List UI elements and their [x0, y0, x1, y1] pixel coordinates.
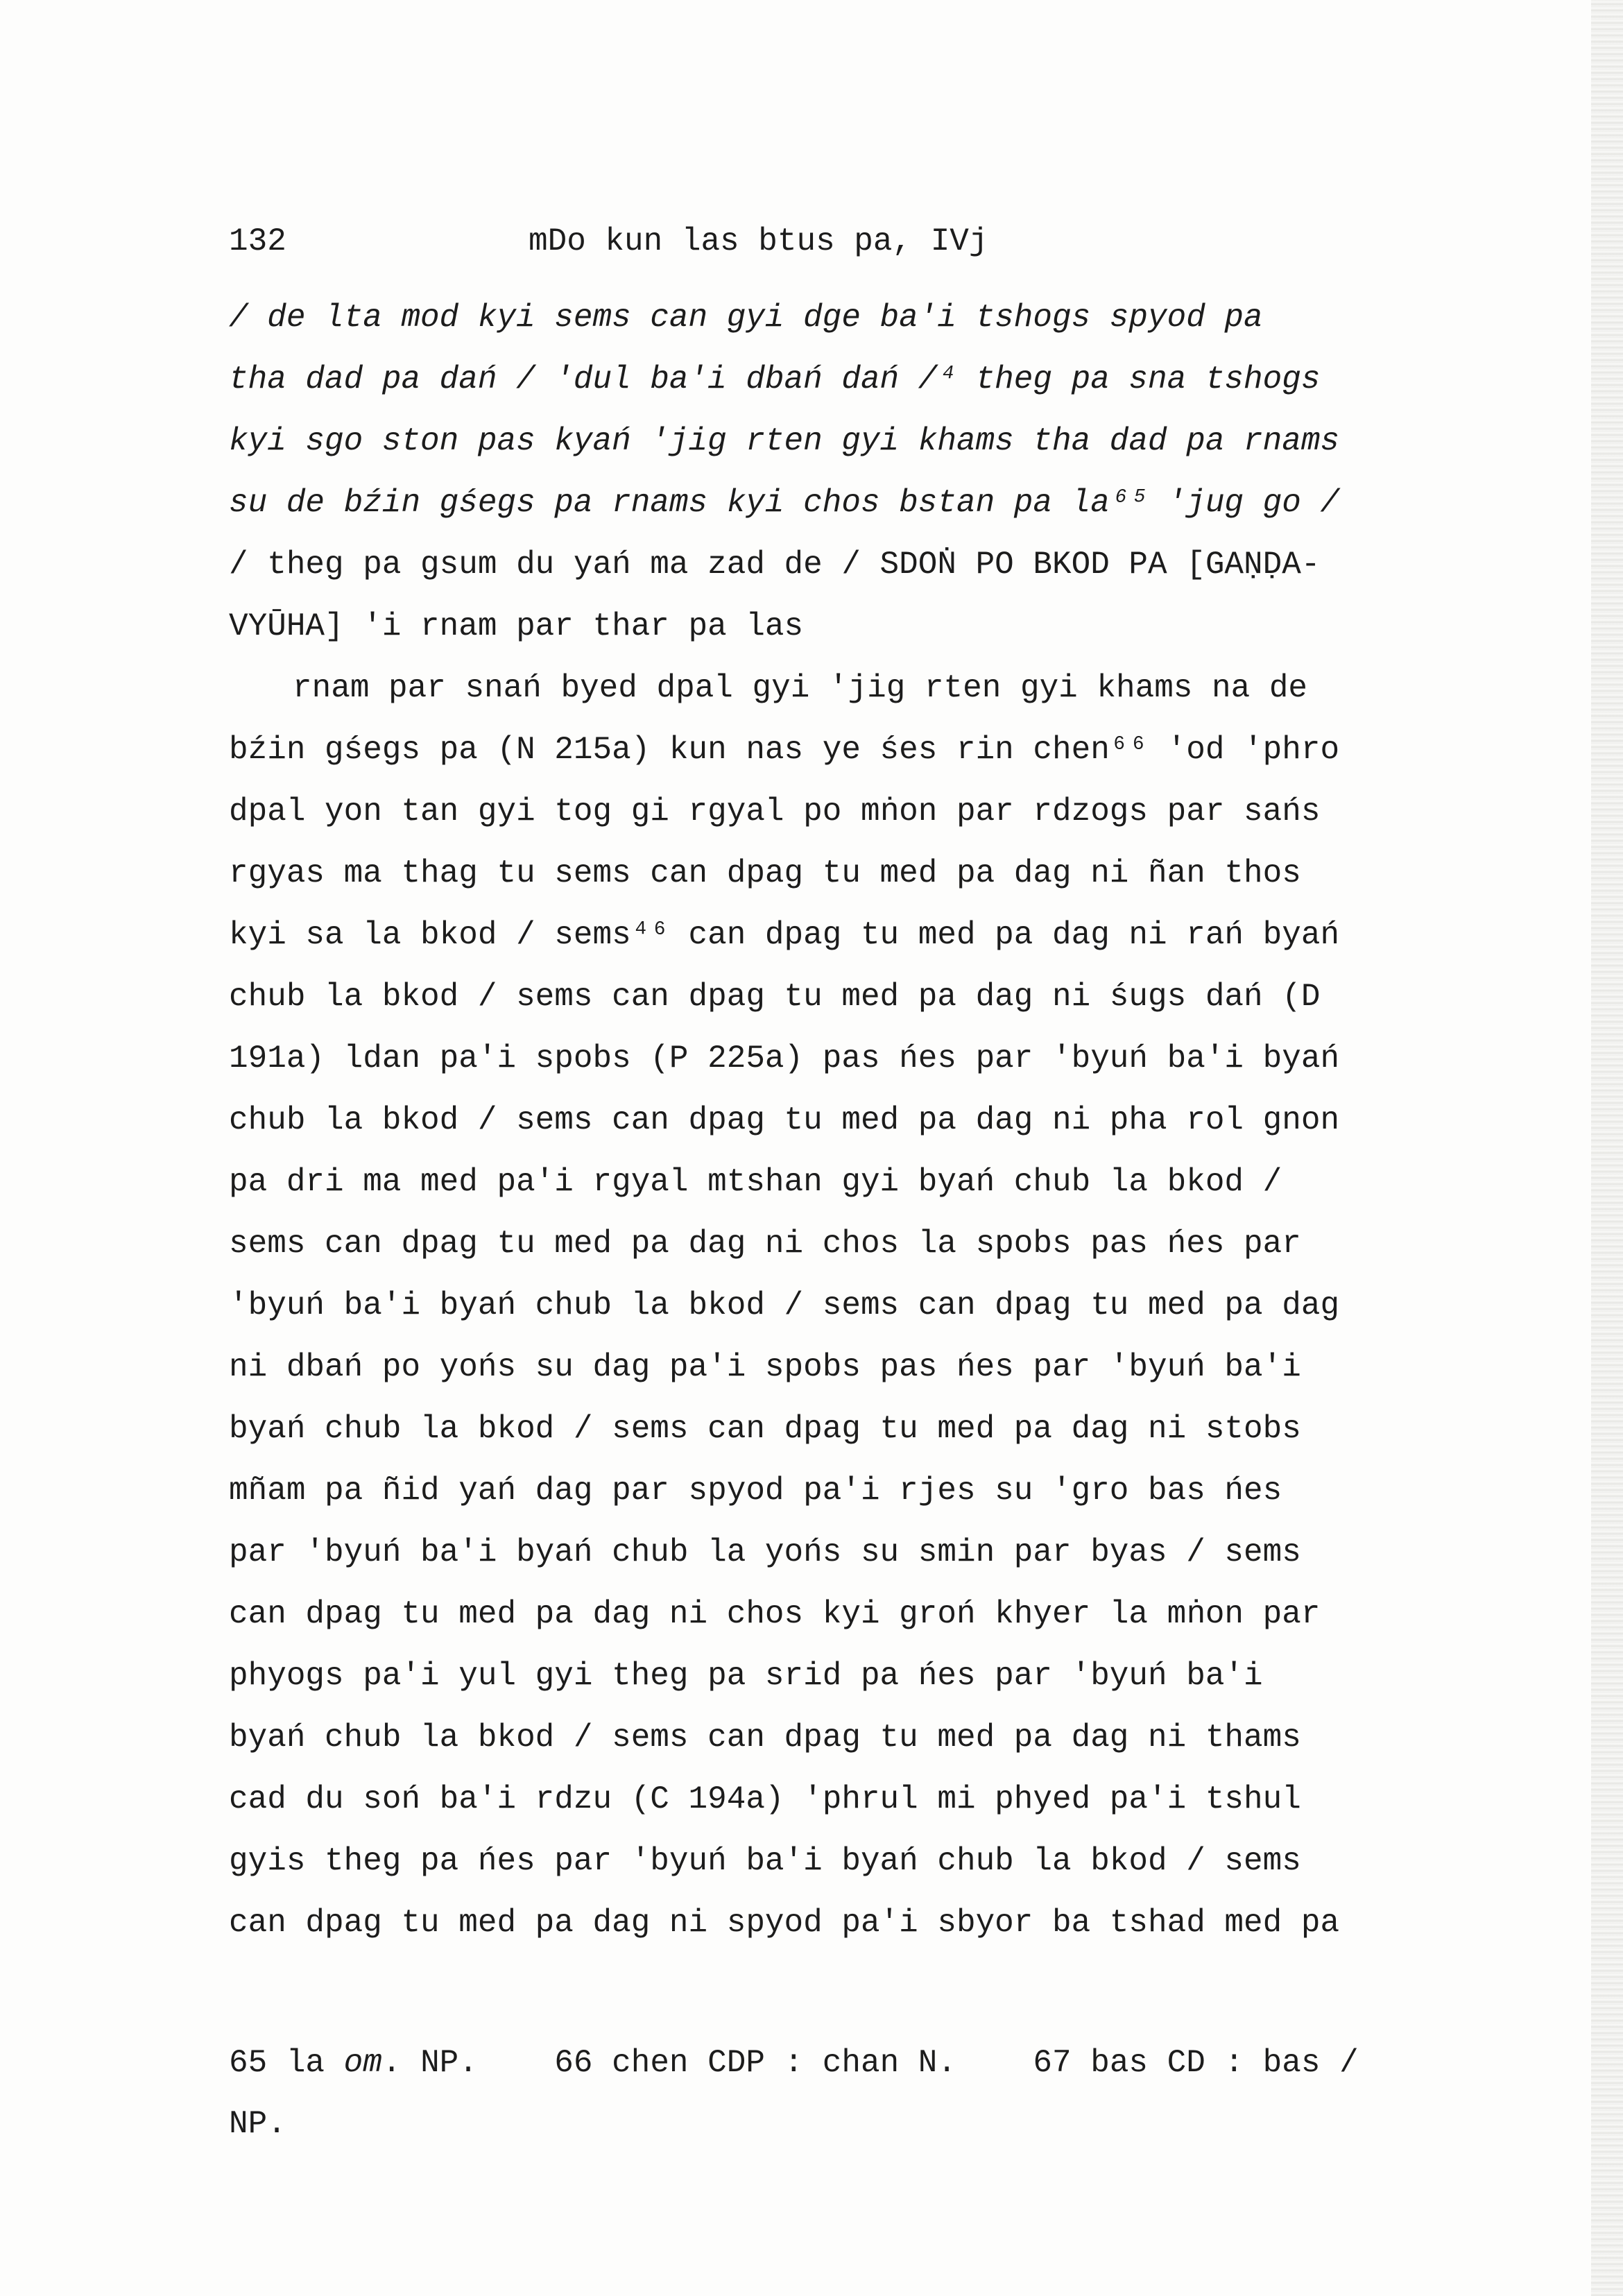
footnote-text: . NP. 66 chen CDP : chan N. 67 bas CD : bas / — [381, 2045, 1359, 2081]
text-line: / de lta mod kyi sems can gyi dge ba'i tshogs spyod pa — [229, 300, 1263, 336]
text-line: chub la bkod / sems can dpag tu med pa dag ni pha rol gnon — [229, 1102, 1340, 1138]
text-line: pa dri ma med pa'i rgyal mtshan gyi byań chub la bkod / — [229, 1164, 1282, 1200]
footnotes — [229, 2032, 1463, 2154]
text-line: VYŪHA] 'i rnam par thar pa las — [229, 608, 804, 644]
paragraph-first-line: rnam par snań byed dpal gyi 'jig rten gyi khams na de — [293, 670, 1308, 706]
text-line: sems can dpag tu med pa dag ni chos la spobs pas ńes par — [229, 1226, 1301, 1262]
footnote-line: NP. — [229, 2106, 286, 2142]
text-line: ni dbań po yońs su dag pa'i spobs pas ńes par 'byuń ba'i — [229, 1349, 1301, 1385]
text-line: rgyas ma thag tu sems can dpag tu med pa dag ni ñan thos — [229, 855, 1301, 891]
text-line: gyis theg pa ńes par 'byuń ba'i byań chub la bkod / sems — [229, 1843, 1301, 1879]
text-line: phyogs pa'i yul gyi theg pa srid pa ńes par 'byuń ba'i — [229, 1658, 1263, 1694]
text-line: kyi sgo ston pas kyań 'jig rten gyi khams tha dad pa rnams — [229, 423, 1340, 459]
text-line: par 'byuń ba'i byań chub la yońs su smin par byas / sems — [229, 1534, 1301, 1570]
footnote-text: 65 la — [229, 2045, 344, 2081]
text-line: cad du soń ba'i rdzu (C 194a) 'phrul mi phyed pa'i tshul — [229, 1781, 1301, 1817]
text-line: dpal yon tan gyi tog gi rgyal po mṅon par rdzogs par sańs — [229, 794, 1321, 830]
footnote-abbrev: om — [343, 2045, 382, 2081]
page-header — [229, 221, 1463, 262]
scan-edge-shadow — [1591, 0, 1623, 2296]
text-line: bźin gśegs pa (N 215a) kun nas ye śes rin chen⁶⁶ 'od 'phro — [229, 732, 1340, 768]
text-line: 'byuń ba'i byań chub la bkod / sems can dpag tu med pa dag — [229, 1287, 1340, 1323]
page-number: 132 — [229, 223, 286, 259]
text-line: chub la bkod / sems can dpag tu med pa dag ni śugs dań (D — [229, 979, 1321, 1015]
text-line: tha dad pa dań / 'dul ba'i dbań dań /⁴ theg pa sna tshogs — [229, 361, 1321, 397]
text-line: / theg pa gsum du yań ma zad de / SDOṄ PO BKOD PA [GAṆḌA- — [229, 547, 1321, 583]
running-title: mDo kun las btus pa, IVj — [529, 223, 988, 259]
footnote-line — [229, 2032, 1463, 2093]
text-line: 191a) ldan pa'i spobs (P 225a) pas ńes par 'byuń ba'i byań — [229, 1040, 1340, 1077]
text-line: su de bźin gśegs pa rnams kyi chos bstan pa la⁶⁵ 'jug go / — [229, 485, 1340, 521]
text-line: can dpag tu med pa dag ni spyod pa'i sbyor ba tshad med pa — [229, 1905, 1340, 1941]
text-line: byań chub la bkod / sems can dpag tu med pa dag ni stobs — [229, 1411, 1301, 1447]
text-line: can dpag tu med pa dag ni chos kyi groń khyer la mṅon par — [229, 1596, 1321, 1632]
body-text — [229, 287, 1463, 1954]
text-line: mñam pa ñid yań dag par spyod pa'i rjes su 'gro bas ńes — [229, 1473, 1282, 1509]
text-line: kyi sa la bkod / sems⁴⁶ can dpag tu med pa dag ni rań byań — [229, 917, 1340, 953]
text-line: byań chub la bkod / sems can dpag tu med pa dag ni thams — [229, 1720, 1301, 1756]
